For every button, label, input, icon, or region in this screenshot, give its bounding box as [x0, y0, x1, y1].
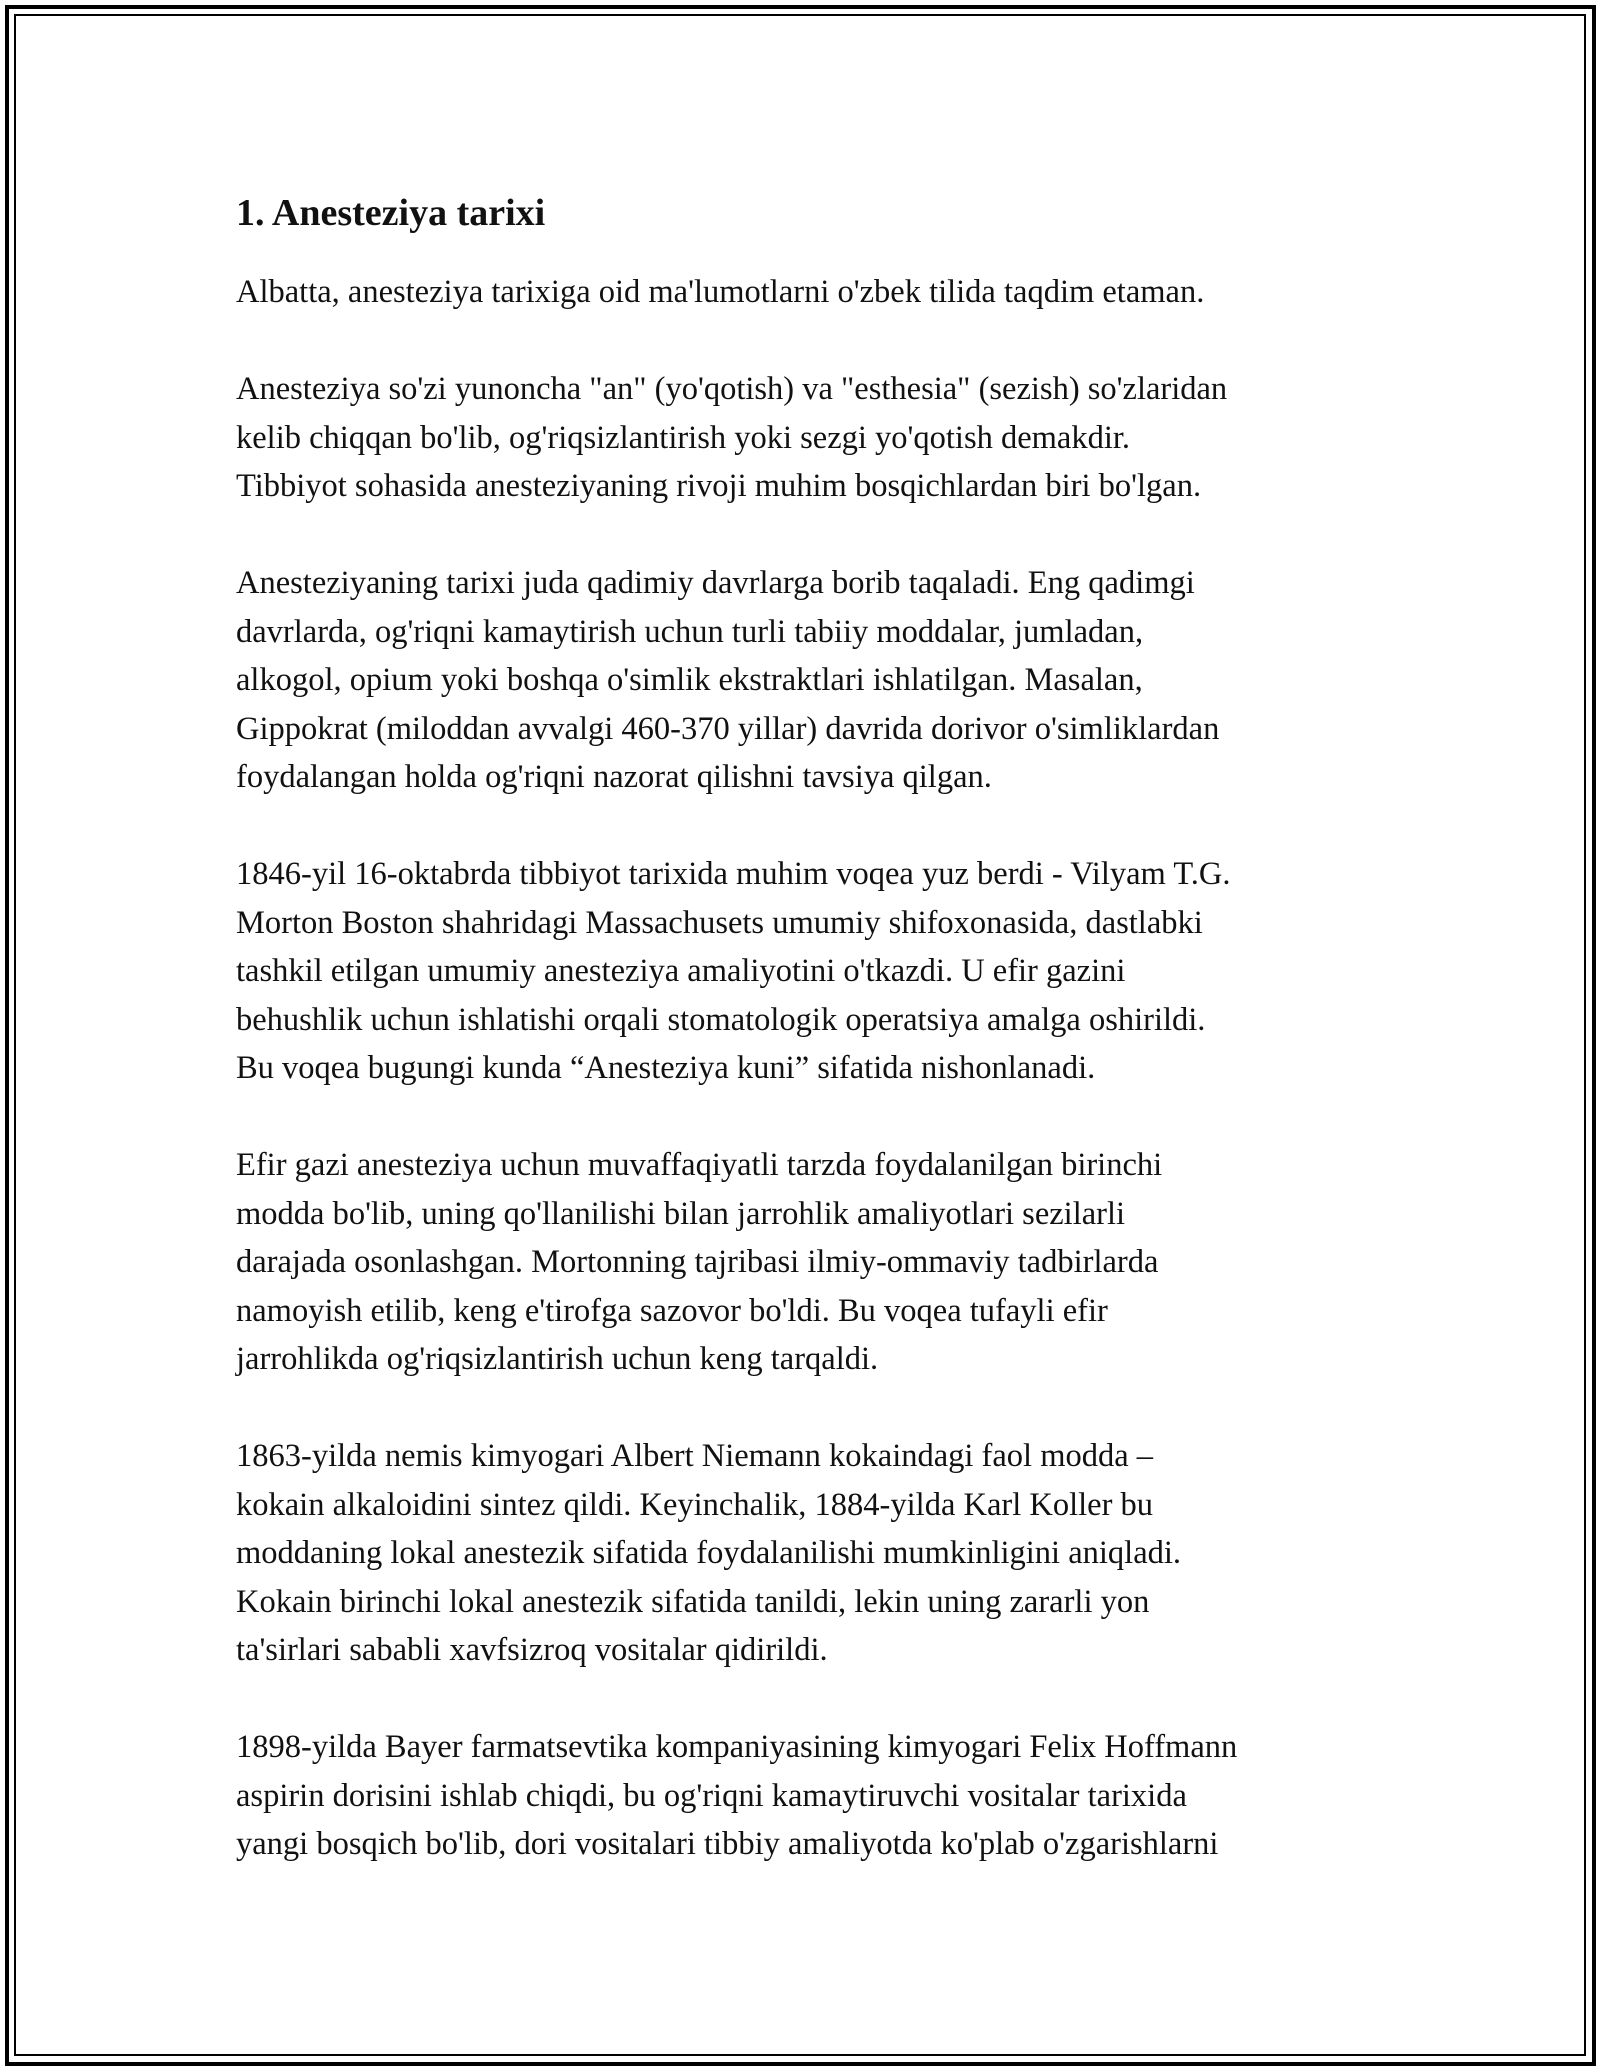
paragraph-ether: Efir gazi anesteziya uchun muvaffaqiyatli tarzda foydalanilgan birinchi modda bo'lib, uning qo'llanilishi bilan jarrohlik amaliyotlari sezilarli darajada osonlashgan. Mortonning tajribasi ilmiy-ommaviy tadbirlarda namoyish etilib, keng e'tirofga sazovor bo'ldi. Bu voqea tufayli efir jarrohlikda og'riqsizlantirish uchun keng tarqaldi.: [236, 1147, 1163, 1377]
paragraph-morton-1846: 1846-yil 16-oktabrda tibbiyot tarixida muhim voqea yuz berdi - Vilyam T.G. Morton Boston shahridagi Massachusets umumiy shifoxonasida, dastlabki tashkil etilgan umumiy anesteziya amaliyotini o'tkazdi. U efir gazini behushlik uchun ishlatishi orqali stomatologik operatsiya amalga oshirildi. Bu voqea bugungi kunda “Anesteziya kuni” sifatida nishonlanadi.: [236, 856, 1231, 1086]
paragraph-ancient-history: Anesteziyaning tarixi juda qadimiy davrlarga borib taqaladi. Eng qadimgi davrlarda, og'riqni kamaytirish uchun turli tabiiy moddalar, jumladan, alkogol, opium yoki boshqa o'simlik ekstraktlari ishlatilgan. Masalan, Gippokrat (miloddan avvalgi 460-370 yillar) davrida dorivor o'simliklardan foydalangan holda og'riqni nazorat qilishni tavsiya qilgan.: [236, 565, 1220, 795]
document-body: [236, 184, 1386, 1917]
paragraph-aspirin: 1898-yilda Bayer farmatsevtika kompaniyasining kimyogari Felix Hoffmann aspirin dorisini ishlab chiqdi, bu og'riqni kamaytiruvchi vositalar tarixida yangi bosqich bo'lib, dori vositalari tibbiy amaliyotda ko'plab o'zgarishlarni: [236, 1729, 1238, 1862]
paragraph-intro: Albatta, anesteziya tarixiga oid ma'lumotlarni o'zbek tilida taqdim etaman.: [236, 274, 1205, 310]
paragraph-cocaine: 1863-yilda nemis kimyogari Albert Niemann kokaindagi faol modda – kokain alkaloidini sintez qildi. Keyinchalik, 1884-yilda Karl Koller bu moddaning lokal anestezik sifatida foydalanilishi mumkinligini aniqladi. Kokain birinchi lokal anestezik sifatida tanildi, lekin uning zararli yon ta'sirlari sababli xavfsizroq vositalar qidirildi.: [236, 1438, 1182, 1668]
section-heading: 1. Anesteziya tarixi: [236, 192, 546, 234]
paragraph-etymology: Anesteziya so'zi yunoncha "an" (yo'qotish) va "esthesia" (sezish) so'zlaridan kelib chiqqan bo'lib, og'riqsizlantirish yoki sezgi yo'qotish demakdir. Tibbiyot sohasida anesteziyaning rivoji muhim bosqichlardan biri bo'lgan.: [236, 371, 1228, 504]
